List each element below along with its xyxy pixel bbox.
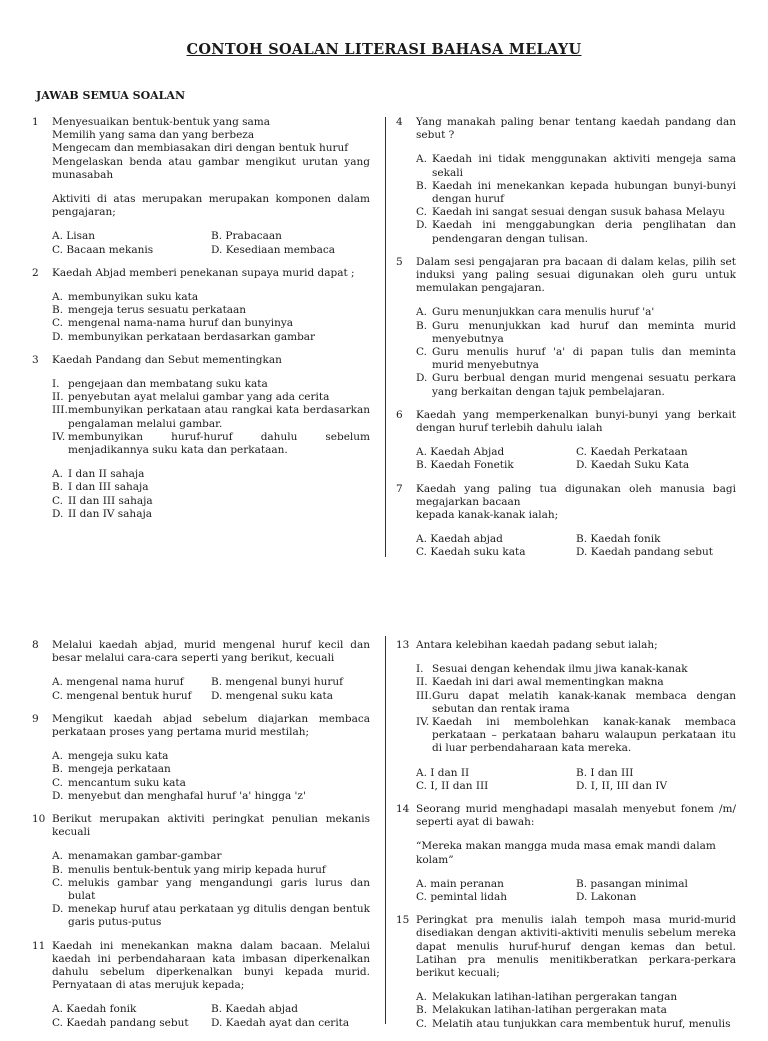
option-d: D. menekap huruf atau perkataan yg ditulis dengan bentuk garis putus-putus (52, 903, 370, 929)
option-c: C. mengenal nama-nama huruf dan bunyinya (52, 317, 294, 330)
statement-ii: II. Kaedah ini dari awal mementingkan makna (416, 676, 664, 689)
options-list (416, 306, 736, 398)
statement-i: I. Sesuai dengan kehendak ilmu jiwa kanak-kanak (416, 663, 688, 676)
option-d: D. Kaedah pandang sebut (576, 546, 713, 559)
question-number: 10 (32, 813, 46, 826)
question-15 (396, 914, 736, 1031)
option-d: D. II dan IV sahaja (52, 507, 152, 520)
option-a: A. Kaedah fonik (52, 1003, 137, 1016)
option-b: B. menulis bentuk-bentuk yang mirip kepada huruf (52, 863, 326, 876)
options-grid (52, 1003, 370, 1029)
option-a: A. mengenal nama huruf (52, 676, 184, 689)
question-text: Kaedah yang memperkenalkan bunyi-bunyi yang berkait dengan huruf terlebih dahulu ialah (416, 408, 736, 435)
option-d: D. membunyikan perkataan berdasarkan gambar (52, 330, 316, 343)
question-text: Kaedah ini menekankan makna dalam bacaan. Melalui kaedah ini perbendaharaan kata imbasan diperkenalkan dahulu sebelum diperkenalkan bunyi kepada murid. Pernyataan di atas merujuk kepada; (52, 939, 370, 992)
question-line: Mengelaskan benda atau gambar mengikut urutan yang munasabah (52, 155, 370, 181)
question-number: 3 (32, 353, 39, 366)
question-2 (32, 267, 370, 344)
instruction: JAWAB SEMUA SOALAN (36, 89, 186, 102)
question-text: Melalui kaedah abjad, murid mengenal huruf kecil dan besar melalui cara-cara seperti yang berikut, kecuali (52, 639, 370, 665)
option-b: B. Prabacaan (211, 230, 282, 243)
question-text: Mengikut kaedah abjad sebelum diajarkan membaca perkataan proses yang pertama murid mestilah; (52, 712, 370, 739)
question-line: kepada kanak-kanak ialah; (416, 509, 559, 522)
option-c: C. Kaedah pandang sebut (52, 1016, 189, 1029)
option-d: D. Kaedah ini menggabungkan deria penglihatan dan pendengaran dengan tulisan. (416, 219, 736, 245)
statement-iv: IV. membunyikan huruf-huruf dahulu sebelum menjadikannya suku kata dan perkataan. (52, 430, 370, 457)
question-line: Kaedah yang paling tua digunakan oleh manusia bagi megajarkan bacaan (416, 482, 736, 508)
question-11 (32, 940, 370, 1030)
option-a: A. menamakan gambar-gambar (52, 850, 222, 863)
question-number: 14 (396, 803, 410, 816)
question-text: Antara kelebihan kaedah padang sebut ialah; (416, 639, 658, 651)
option-b: B. I dan III sahaja (52, 481, 149, 494)
question-8 (32, 639, 370, 703)
column-divider (385, 636, 386, 1024)
option-b: B. Melakukan latihan-latihan pergerakan mata (416, 1004, 667, 1017)
options-list (52, 850, 370, 929)
right-column-bottom (396, 639, 736, 1041)
option-a: A. I dan II (416, 766, 470, 779)
option-b: B. mengeja terus sesuatu perkataan (52, 304, 247, 317)
option-c: C. Melatih atau tunjukkan cara membentuk huruf, menulis (416, 1017, 731, 1030)
options-grid (416, 446, 736, 472)
question-text: Dalam sesi pengajaran pra bacaan di dalam kelas, pilih set induksi yang paling sesuai digunakan oleh guru untuk memulakan pengajaran. (416, 255, 736, 295)
statement-list (52, 378, 370, 457)
column-divider (385, 117, 386, 557)
statement-iii: III. membunyikan perkataan atau rangkai kata berdasarkan pengalaman melalui gambar. (52, 404, 370, 430)
question-number: 13 (396, 639, 410, 651)
question-number: 2 (32, 266, 39, 279)
option-a: A. Kaedah Abjad (416, 446, 505, 459)
question-13 (396, 639, 736, 793)
option-a: A. Guru menunjukkan cara menulis huruf 'a' (416, 306, 655, 319)
option-b: B. Kaedah fonik (576, 533, 661, 546)
question-6 (396, 409, 736, 473)
statement-iv: IV. Kaedah ini membolehkan kanak-kanak membaca perkataan – perkataan baharu walaupun perkataan itu di luar perbendaharaan kata mereka. (416, 716, 736, 755)
statement-i: I. pengejaan dan membatang suku kata (52, 378, 268, 391)
statement-ii: II. penyebutan ayat melalui gambar yang ada cerita (52, 391, 330, 404)
question-number: 1 (32, 116, 39, 128)
page-title: CONTOH SOALAN LITERASI BAHASA MELAYU (186, 41, 582, 58)
options-list (52, 750, 370, 803)
option-d: D. mengenal suku kata (211, 689, 334, 702)
question-number: 15 (396, 914, 410, 927)
option-b: B. mengenal bunyi huruf (211, 676, 344, 689)
option-d: D. Lakonan (576, 891, 637, 904)
option-b: B. I dan III (576, 766, 634, 779)
question-text: Kaedah Abjad memberi penekanan supaya murid dapat ; (52, 266, 355, 279)
option-a: A. Lisan (52, 230, 95, 243)
options-list (52, 468, 370, 521)
options-list (416, 153, 736, 245)
question-9 (32, 713, 370, 803)
option-c: C. pemintal lidah (416, 891, 507, 904)
option-d: D. I, II, III dan IV (576, 779, 668, 792)
option-a: A. I dan II sahaja (52, 468, 145, 481)
example-sentence: “Mereka makan mangga muda masa emak mandi dalam kolam” (416, 840, 716, 866)
option-d: D. Kesediaan membaca (211, 243, 336, 256)
options-grid (416, 767, 736, 793)
question-text: Berikut merupakan aktiviti peringkat penulian mekanis kecuali (52, 813, 370, 839)
option-c: C. Bacaan mekanis (52, 243, 154, 256)
question-line: Mengecam dan membiasakan diri dengan bentuk huruf (52, 142, 349, 155)
statement-list (416, 663, 736, 755)
option-a: A. Melakukan latihan-latihan pergerakan tangan (416, 991, 678, 1004)
right-column-top (396, 116, 736, 570)
question-1 (32, 116, 370, 257)
options-list (52, 291, 370, 344)
option-a: A. mengeja suku kata (52, 750, 169, 763)
option-b: B. Guru menunjukkan kad huruf dan meminta murid menyebutnya (416, 319, 736, 345)
left-column-bottom (32, 639, 370, 1040)
question-text: Yang manakah paling benar tentang kaedah pandang dan sebut ? (416, 116, 736, 142)
options-grid (52, 676, 370, 702)
question-10 (32, 813, 370, 930)
question-5 (396, 256, 736, 399)
option-c: C. Kaedah suku kata (416, 546, 526, 559)
option-c: C. Kaedah Perkataan (576, 446, 688, 459)
option-d: D. Kaedah ayat dan cerita (211, 1016, 350, 1029)
statement-iii: III. Guru dapat melatih kanak-kanak membaca dengan sebutan dan rentak irama (416, 689, 736, 715)
question-number: 4 (396, 116, 403, 128)
options-grid (416, 533, 736, 559)
option-c: C. melukis gambar yang mengandungi garis lurus dan bulat (52, 876, 370, 903)
question-number: 11 (32, 939, 46, 952)
question-line: Menyesuaikan bentuk-bentuk yang sama (52, 116, 271, 128)
option-a: A. main peranan (416, 877, 504, 890)
option-c: C. mengenal bentuk huruf (52, 689, 192, 702)
option-b: B. Kaedah Fonetik (416, 459, 514, 472)
option-c: C. mencantum suku kata (52, 776, 186, 789)
option-a: A. Kaedah abjad (416, 533, 503, 546)
question-text: Peringkat pra menulis ialah tempoh masa murid-murid disediakan dengan aktiviti-aktiviti menulis sebelum mereka dapat menulis huruf-huruf dengan kemas dan betul. Latihan pra menulis menitikberatkan perkara-perkara berikut kecuali; (416, 914, 736, 980)
question-14 (396, 803, 736, 904)
option-d: D. menyebut dan menghafal huruf 'a' hingga 'z' (52, 789, 306, 802)
option-d: D. Kaedah Suku Kata (576, 459, 690, 472)
option-b: B. Kaedah abjad (211, 1003, 299, 1016)
question-4 (396, 116, 736, 246)
question-7 (396, 483, 736, 560)
option-c: C. Guru menulis huruf 'a' di papan tulis dan meminta murid menyebutnya (416, 346, 736, 372)
question-3 (32, 354, 370, 521)
option-c: C. II dan III sahaja (52, 494, 153, 507)
options-grid (416, 878, 736, 904)
options-grid (52, 230, 370, 256)
question-line: Memilih yang sama dan yang berbeza (52, 129, 255, 142)
question-number: 6 (396, 408, 403, 421)
question-number: 5 (396, 255, 403, 268)
left-column-top (32, 116, 370, 531)
question-text: Seorang murid menghadapi masalah menyebut fonem /m/ seperti ayat di bawah: (416, 803, 736, 829)
option-a: A. membunyikan suku kata (52, 291, 199, 304)
option-c: C. I, II dan III (416, 779, 489, 792)
option-c: C. Kaedah ini sangat sesuai dengan susuk bahasa Melayu (416, 206, 725, 219)
option-b: B. Kaedah ini menekankan kepada hubungan bunyi-bunyi dengan huruf (416, 179, 736, 206)
option-b: B. mengeja perkataan (52, 763, 171, 776)
question-number: 7 (396, 482, 403, 495)
question-text: Aktiviti di atas merupakan merupakan komponen dalam pengajaran; (52, 193, 370, 219)
option-b: B. pasangan minimal (576, 877, 688, 890)
question-text: Kaedah Pandang dan Sebut mementingkan (52, 353, 282, 366)
options-list (416, 991, 736, 1031)
option-d: D. Guru berbual dengan murid mengenai sesuatu perkara yang berkaitan dengan tajuk pembelajaran. (416, 372, 736, 398)
question-number: 9 (32, 712, 39, 725)
option-a: A. Kaedah ini tidak menggunakan aktiviti mengeja sama sekali (416, 153, 736, 179)
question-number: 8 (32, 639, 39, 651)
